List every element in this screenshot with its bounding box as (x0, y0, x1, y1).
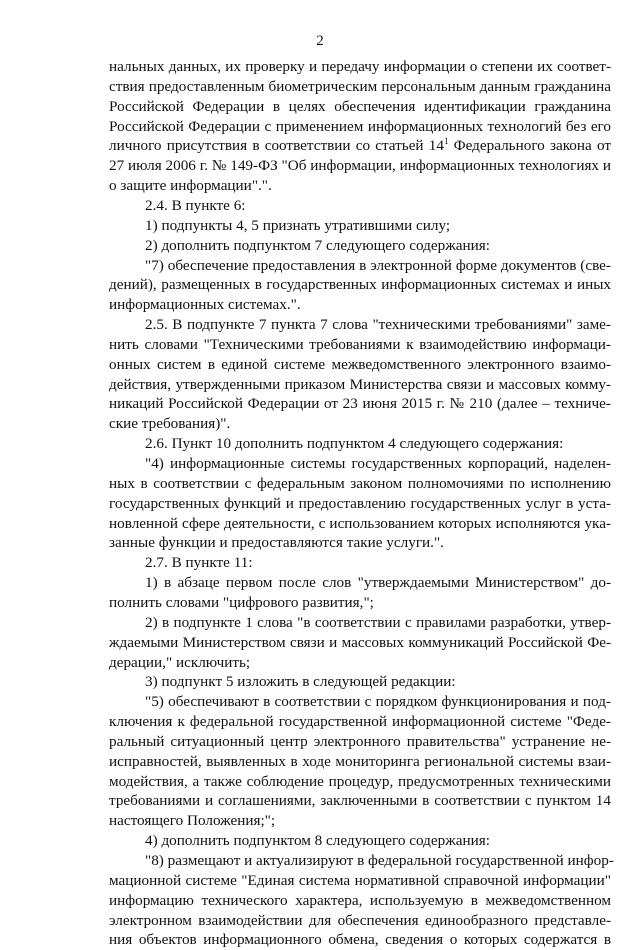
text-line: настоящего Положения;"; (109, 812, 276, 830)
text-line: 1) подпункты 4, 5 признать утратившими силу; (145, 216, 451, 234)
text-line: ские требования)". (109, 415, 231, 433)
text-line: "7) обеспечение предоставления в электронной форме документов (све- (145, 256, 611, 274)
text-line: полнить словами "цифрового развития,"; (109, 593, 374, 611)
text-line: 1) в абзаце первом после слов "утверждаемыми Министерством" до- (145, 574, 611, 592)
text-fragment: Федерального закона от (448, 137, 611, 155)
text-line: дений), размещенных в государственных информационных системах и иных (109, 276, 611, 294)
text-line: о защите информации".". (109, 177, 272, 195)
superscript: 1 (443, 136, 449, 147)
page-number: 2 (316, 33, 324, 49)
text-line: ния объектов информационного обмена, сведения о которых содержатся в (109, 931, 611, 949)
text-line: модействия, а также соблюдение процедур, предусмотренных техническими (109, 772, 611, 790)
text-line: новленной сфере деятельности, с использованием которых исполняются ука- (109, 514, 611, 532)
text-line: исправностей, выявленных в ходе мониторинга региональной системы взаи- (109, 752, 611, 770)
text-line: дерации," исключить; (109, 653, 251, 671)
text-line: ных в соответствии с федеральным законом полномочиями по исполнению (109, 474, 611, 492)
text-line: информационных системах.". (109, 296, 301, 314)
text-line: 4) дополнить подпунктом 8 следующего содержания: (145, 832, 490, 850)
text-line: "4) информационные системы государственных корпораций, наделен- (145, 455, 611, 472)
text-line: "5) обеспечивают в соответствии с порядком функционирования и под- (145, 693, 611, 711)
text-line: 2) в подпункте 1 слова "в соответствии с правилами разработки, утвер- (145, 613, 611, 631)
text-line: занные функции и предоставляются такие услуги.". (109, 534, 444, 552)
text-line: 2.4. В пункте 6: (145, 196, 246, 214)
text-line: нальных данных, их проверку и передачу информации о степени их соответ- (109, 58, 611, 75)
text-line: 2.6. Пункт 10 дополнить подпунктом 4 следующего содержания: (145, 435, 564, 453)
text-line: информацию технического характера, используемую в межведомственном (109, 891, 611, 909)
text-line: личного присутствия в соответствии со статьей $14^1$ Федерального закона от (109, 136, 611, 155)
text-line: Российской Федерации в целях обеспечения идентификации гражданина (109, 97, 611, 115)
text-line: 2.5. В подпункте 7 пункта 7 слова "техническими требованиями" заме- (145, 316, 611, 334)
text-line: действия, утвержденными приказом Министерства связи и массовых комму- (109, 375, 611, 393)
text-line: "8) размещают и актуализируют в федеральной государственной инфор- (145, 852, 614, 869)
text-line: 3) подпункт 5 изложить в следующей редакции: (145, 673, 456, 691)
text-line: ждаемыми Министерством связи и массовых коммуникаций Российской Фе- (109, 633, 611, 651)
text-line: Российской Федерации с применением информационных технологий без его (109, 117, 611, 135)
text-line: ствия предоставленным биометрическим персональным данным гражданина (109, 77, 611, 95)
text-line: ключения к федеральной государственной информационной системе "Феде- (109, 713, 611, 731)
text-line: 2) дополнить подпунктом 7 следующего содержания: (145, 236, 490, 254)
text-line: мационной системе "Единая система нормативной справочной информации" (109, 871, 611, 889)
text-line: онных систем в единой системе межведомственного электронного взаимо- (109, 355, 611, 373)
text-line: нить словами "Техническими требованиями к взаимодействию информаци- (109, 335, 611, 353)
text-line: никаций Российской Федерации от 23 июня 2015 г. № 210 (далее – техниче- (109, 395, 611, 413)
text-line: государственных функций и предоставлению государственных услуг в уста- (109, 494, 611, 512)
text-line: электронном взаимодействии для обеспечения единообразного представле- (109, 911, 611, 929)
text-line: ральный ситуационный центр электронного правительства" устранение не- (109, 732, 611, 750)
text-line: 27 июля 2006 г. № 149-ФЗ "Об информации, информационных технологиях и (109, 157, 611, 175)
text-line: требованиями и соглашениями, заключенными в соответствии с пунктом 14 (109, 792, 611, 810)
text-line: 2.7. В пункте 11: (145, 554, 253, 572)
